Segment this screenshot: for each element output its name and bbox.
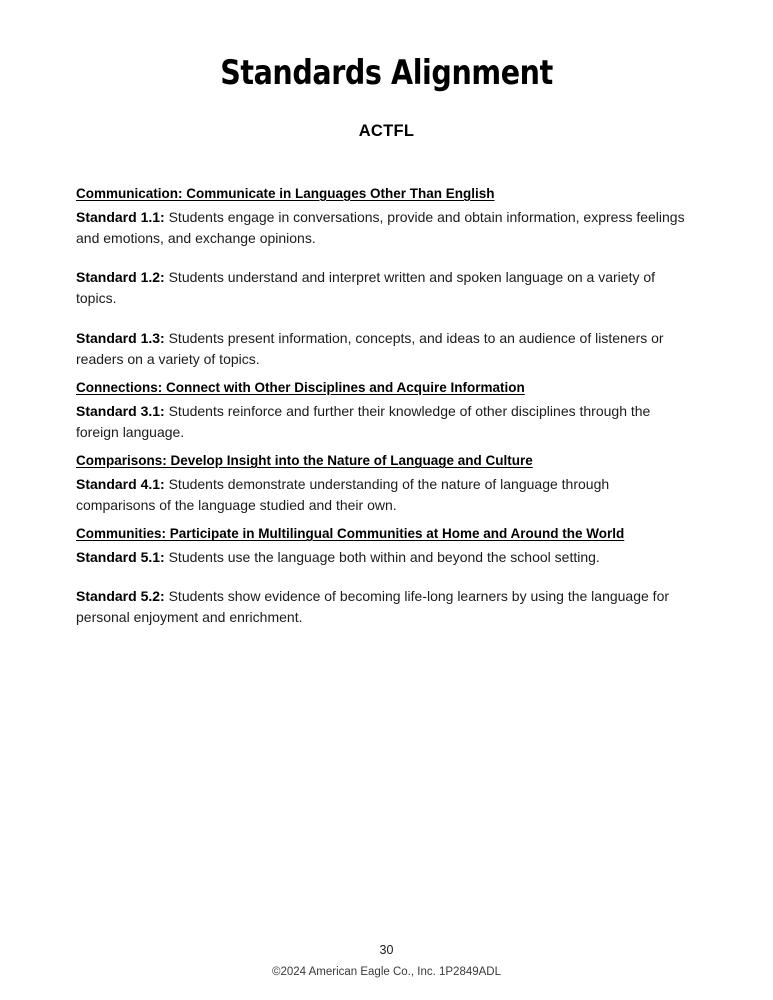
standards-section [76, 378, 697, 443]
standard-paragraph [76, 401, 691, 444]
standard-text: Students present information, concepts, and ideas to an audience of listeners or readers on a variety of topics. [76, 329, 664, 367]
section-heading: Comparisons: Develop Insight into the Nature of Language and Culture [76, 453, 533, 469]
standard-label: Standard 5.2: [76, 588, 165, 605]
standard-text: Students demonstrate understanding of the nature of language through comparisons of the language studied and their own. [76, 475, 610, 514]
standard-text: Students show evidence of becoming life-long learners by using the language for personal enjoyment and enrichment. [76, 588, 670, 626]
standard-paragraph [76, 586, 691, 629]
page-title: Standards Alignment [220, 53, 553, 93]
page-number: 30 [379, 943, 394, 957]
standards-section [76, 451, 697, 516]
standard-paragraph [76, 474, 691, 517]
standard-label: Standard 5.1: [76, 548, 165, 565]
standard-text: Students reinforce and further their knowledge of other disciplines through the foreign language. [76, 402, 651, 440]
page-subtitle: ACTFL [358, 122, 415, 140]
standard-label: Standard 3.1: [76, 402, 165, 419]
standard-paragraph [76, 328, 691, 371]
section-heading: Communities: Participate in Multilingual Communities at Home and Around the World [76, 526, 625, 542]
standard-label: Standard 1.3: [76, 329, 165, 346]
standard-text: Students engage in conversations, provide and obtain information, express feelings and emotions, and exchange opinions. [76, 208, 685, 246]
standard-text: Students use the language both within and beyond the school setting. [164, 548, 600, 565]
copyright-notice: ©2024 American Eagle Co., Inc. 1P2849ADL [271, 966, 502, 978]
section-heading: Communication: Communicate in Languages Other Than English [76, 186, 495, 201]
section-heading: Connections: Connect with Other Disciplines and Acquire Information [76, 380, 525, 396]
standard-text: Students understand and interpret written and spoken language on a variety of topics. [76, 269, 656, 307]
standard-label: Standard 1.2: [76, 269, 165, 286]
standard-paragraph [76, 267, 691, 310]
standards-content [76, 141, 697, 629]
standard-label: Standard 1.1: [76, 208, 165, 225]
standards-section [76, 184, 697, 370]
page-footer [0, 943, 773, 978]
standard-paragraph [76, 547, 691, 568]
standard-label: Standard 4.1: [76, 475, 165, 492]
standards-section [76, 524, 697, 628]
standard-paragraph [76, 207, 691, 250]
